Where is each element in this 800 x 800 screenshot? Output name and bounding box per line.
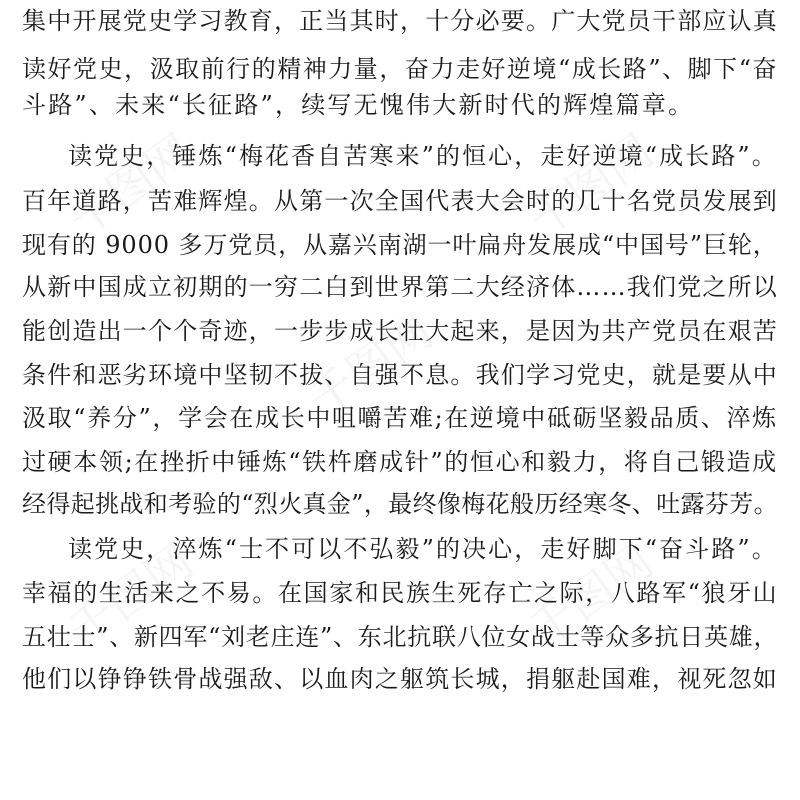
text-line: 能创造出一个个奇迹，一步步成长壮大起来，是因为共产党员在艰苦 (22, 317, 778, 345)
watermark: 千图网 (58, 123, 203, 248)
text-line: 幸福的生活来之不易。在国家和民族生死存亡之际，八路军“狼牙山 (22, 579, 779, 607)
text-line: 现有的 9000 多万党员，从嘉兴南湖一叶扁舟发展成“中国号”巨轮， (22, 231, 778, 259)
text-line: 过硬本领;在挫折中锤炼“铁杵磨成针”的恒心和毅力，将自己锻造成 (22, 448, 778, 476)
text-line: 他们以铮铮铁骨战强敌、以血肉之躯筑长城，捐躯赴国难，视死忽如 (22, 665, 778, 693)
text-line: 斗路”、未来“长征路”，续写无愧伟大新时代的辉煌篇章。 (22, 91, 695, 119)
text-line: 读好党史，汲取前行的精神力量，奋力走好逆境“成长路”、脚下“奋 (22, 55, 779, 83)
text-line: 百年道路，苦难辉煌。从第一次全国代表大会时的几十名党员发展到 (22, 187, 778, 215)
watermark: 千图网 (518, 533, 663, 658)
watermark: 千图网 (518, 123, 663, 248)
text-line: 汲取“养分”，学会在成长中咀嚼苦难;在逆境中砥砺坚毅品质、淬炼 (22, 404, 778, 432)
watermark: 千图网 (58, 533, 203, 658)
text-line: 条件和恶劣环境中坚韧不拔、自强不息。我们学习党史，就是要从中 (22, 361, 778, 389)
text-line: 五壮士”、新四军“刘老庄连”、东北抗联八位女战士等众多抗日英雄， (22, 623, 779, 651)
paragraph-first-line: 读党史，淬炼“士不可以不弘毅”的决心，走好脚下“奋斗路”。 (68, 535, 778, 563)
paragraph-first-line: 读党史，锤炼“梅花香自苦寒来”的恒心，走好逆境“成长路”。 (68, 142, 778, 170)
watermark: 千图网 (298, 303, 443, 428)
text-line: 经得起挑战和考验的“烈火真金”，最终像梅花般历经寒冬、吐露芬芳。 (22, 490, 778, 518)
text-line: 从新中国成立初期的一穷二白到世界第二大经济体……我们党之所以 (22, 273, 778, 301)
text-line: 集中开展党史学习教育，正当其时，十分必要。广大党员干部应认真 (22, 7, 778, 35)
